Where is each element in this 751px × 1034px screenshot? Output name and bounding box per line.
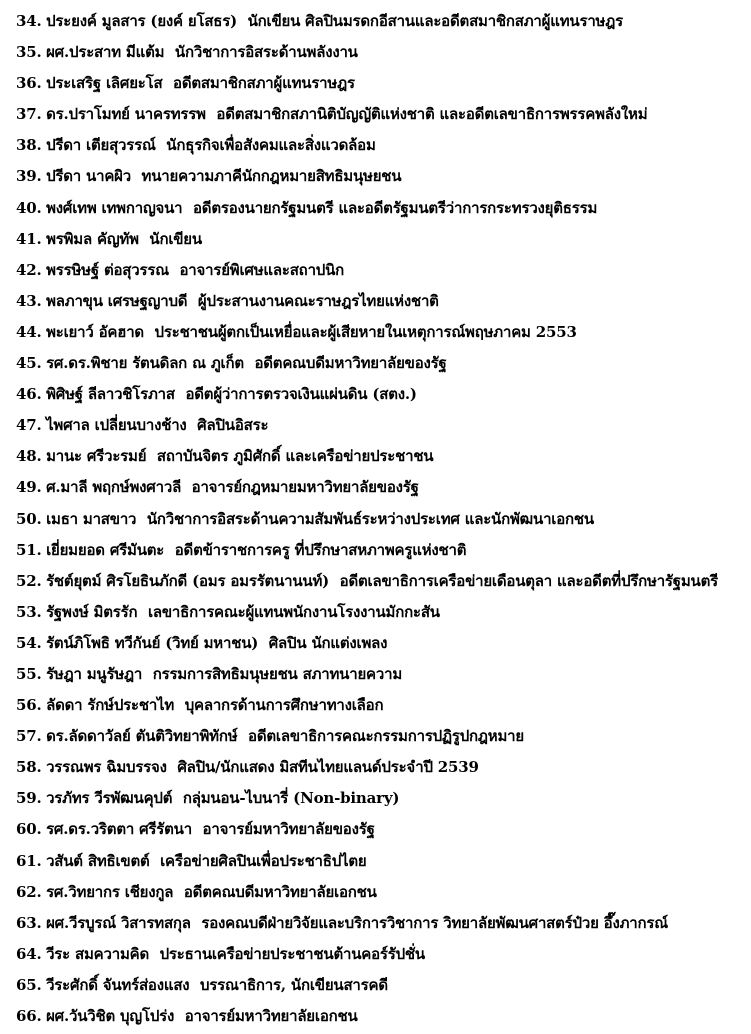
person-description: ประธานเครือข่ายประชาชนต้านคอร์รัปชั่น [159, 944, 425, 963]
person-name: ผศ.ประสาท มีแต้ม [46, 43, 165, 62]
item-number: 56. [16, 696, 42, 715]
person-description: อาจารย์พิเศษและสถาปนิก [179, 260, 345, 279]
list-item [16, 628, 751, 659]
person-name: เยี่ยมยอด ศรีมันตะ [46, 540, 165, 559]
list-item [16, 877, 751, 908]
list-item [16, 939, 751, 970]
person-description: นักวิชาการอิสระด้านพลังงาน [174, 43, 358, 62]
person-name: วสันต์ สิทธิเขตต์ [46, 851, 150, 870]
list-item [16, 224, 751, 255]
person-name: รศ.ดร.พิชาย รัตนดิลก ณ ภูเก็ต [46, 354, 244, 373]
person-name: ประเสริฐ เลิศยะโส [46, 74, 163, 93]
person-description: ศิลปิน นักแต่งเพลง [268, 633, 388, 652]
person-name: พะเยาว์ อัคฮาด [46, 322, 144, 341]
list-item [16, 535, 751, 566]
list-item [16, 348, 751, 379]
person-name: ปรีดา นาคผิว [46, 167, 131, 186]
list-item [16, 846, 751, 877]
item-number: 47. [16, 416, 42, 435]
person-description: กรรมการสิทธิมนุษยชน สภาทนายความ [152, 664, 403, 683]
person-name: ผศ.วันวิชิต บุญโปร่ง [46, 1007, 175, 1025]
list-item [16, 130, 751, 161]
item-number: 64. [16, 944, 42, 963]
item-number: 52. [16, 571, 42, 590]
person-description: เลขาธิการคณะผู้แทนพนักงานโรงงานมักกะสัน [147, 602, 440, 621]
list-item [16, 441, 751, 472]
list-item [16, 37, 751, 68]
item-number: 58. [16, 758, 42, 777]
person-name: ไพศาล เปลี่ยนบางช้าง [46, 416, 187, 435]
person-description: ประชาชนผู้ตกเป็นเหยื่อและผู้เสียหายในเหตุการณ์พฤษภาคม 2553 [154, 322, 577, 341]
person-description: อดีตเลขาธิการเครือข่ายเดือนตุลา และอดีตที่ปรึกษารัฐมนตรี [339, 571, 718, 590]
list-item [16, 597, 751, 628]
list-item [16, 286, 751, 317]
person-name: มานะ ศรีวะรมย์ [46, 447, 147, 466]
item-number: 63. [16, 913, 42, 932]
list-item [16, 193, 751, 224]
list-item [16, 690, 751, 721]
list-item [16, 721, 751, 752]
list-item [16, 472, 751, 503]
list-item [16, 317, 751, 348]
person-description: บรรณาธิการ, นักเขียนสารคดี [199, 975, 388, 994]
list-item [16, 161, 751, 192]
list-item [16, 752, 751, 783]
item-number: 40. [16, 198, 42, 217]
item-number: 42. [16, 260, 42, 279]
list-item [16, 6, 751, 37]
item-number: 57. [16, 727, 42, 746]
person-name: ปรีดา เตียสุวรรณ์ [46, 136, 156, 155]
item-number: 59. [16, 789, 42, 808]
person-description: อาจารย์มหาวิทยาลัยเอกชน [184, 1007, 358, 1025]
item-number: 51. [16, 540, 42, 559]
item-number: 35. [16, 43, 42, 62]
person-description: อดีตรองนายกรัฐมนตรี และอดีตรัฐมนตรีว่าการกระทรวงยุติธรรม [192, 198, 598, 217]
item-number: 53. [16, 602, 42, 621]
person-description: สถาบันจิตร ภูมิศักดิ์ และเครือข่ายประชาชน [156, 447, 434, 466]
person-description: อาจารย์กฎหมายมหาวิทยาลัยของรัฐ [191, 478, 419, 497]
list-item [16, 255, 751, 286]
person-name: วรภัทร วีรพัฒนคุปต์ [46, 789, 173, 808]
item-number: 62. [16, 882, 42, 901]
item-number: 45. [16, 354, 42, 373]
person-description: อดีตข้าราชการครู ที่ปรึกษาสหภาพครูแห่งชาติ [174, 540, 467, 559]
person-description: อดีตสมาชิกสภานิติบัญญัติแห่งชาติ และอดีตเลขาธิการพรรคพลังใหม่ [216, 105, 648, 124]
item-number: 48. [16, 447, 42, 466]
item-number: 38. [16, 136, 42, 155]
item-number: 60. [16, 820, 42, 839]
item-number: 39. [16, 167, 42, 186]
list-item [16, 814, 751, 845]
person-name: วรรณพร ฉิมบรรจง [46, 758, 167, 777]
person-name: พงศ์เทพ เทพกาญจนา [46, 198, 183, 217]
person-description: นักเขียน ศิลปินมรดกอีสานและอดีตสมาชิกสภาผู้แทนราษฎร [247, 12, 623, 30]
person-name: รัตน์ภิโพธิ ทวีกันย์ (วิทย์ มหาชน) [46, 633, 259, 652]
person-name: รัชต์ยุตม์ ศิรโยธินภักดี (อมร อมรรัตนานนท์) [46, 571, 330, 590]
person-description: นักธุรกิจเพื่อสังคมและสิ่งแวดล้อม [166, 136, 376, 155]
person-description: นักเขียน [149, 229, 202, 248]
item-number: 55. [16, 664, 42, 683]
item-number: 65. [16, 975, 42, 994]
item-number: 37. [16, 105, 42, 124]
person-name: วีระศักดิ์ จันทร์ส่องแสง [46, 975, 190, 994]
person-description: กลุ่มนอน-ไบนารี่ (Non-binary) [182, 789, 400, 808]
person-name: ลัดดา รักษ์ประชาไท [46, 696, 175, 715]
item-number: 66. [16, 1007, 42, 1025]
person-name: ผศ.วีรบูรณ์ วิสารทสกุล [46, 913, 191, 932]
person-description: อดีตเลขาธิการคณะกรรมการปฏิรูปกฎหมาย [248, 727, 524, 746]
person-name: พลภาขุน เศรษฐญาบดี [46, 291, 188, 310]
item-number: 50. [16, 509, 42, 528]
person-description: บุคลากรด้านการศึกษาทางเลือก [184, 696, 384, 715]
person-name: รัฐพงษ์ มิตรรัก [46, 602, 138, 621]
person-name: รศ.วิทยากร เชียงกูล [46, 882, 174, 901]
item-number: 46. [16, 385, 42, 404]
person-name: รัษฎา มนูรัษฎา [46, 664, 143, 683]
person-name: รศ.ดร.วริตตา ศรีรัตนา [46, 820, 192, 839]
person-name: ศ.มาลี พฤกษ์พงศาวลี [46, 478, 182, 497]
list-item [16, 970, 751, 1001]
person-name: พิศิษฐ์ ลีลาวชิโรภาส [46, 385, 175, 404]
item-number: 61. [16, 851, 42, 870]
item-number: 41. [16, 229, 42, 248]
item-number: 34. [16, 12, 42, 30]
person-name: ประยงค์ มูลสาร (ยงค์ ยโสธร) [46, 12, 237, 30]
person-name: ดร.ปราโมทย์ นาครทรรพ [46, 105, 206, 124]
list-item [16, 379, 751, 410]
person-description: ศิลปินอิสระ [197, 416, 269, 435]
item-number: 43. [16, 291, 42, 310]
item-number: 36. [16, 74, 42, 93]
person-description: ทนายความภาคีนักกฎหมายสิทธิมนุษยชน [141, 167, 402, 186]
list-item [16, 566, 751, 597]
person-description: ผู้ประสานงานคณะราษฎรไทยแห่งชาติ [197, 291, 439, 310]
list-item [16, 68, 751, 99]
list-item [16, 908, 751, 939]
list-item [16, 504, 751, 535]
list-item [16, 783, 751, 814]
person-description: อดีตผู้ว่าการตรวจเงินแผ่นดิน (สตง.) [185, 385, 417, 404]
person-description: ศิลปิน/นักแสดง มิสทีนไทยแลนด์ประจำปี 2539 [177, 758, 479, 777]
person-name: วีระ สมความคิด [46, 944, 150, 963]
person-description: อดีตคณบดีมหาวิทยาลัยของรัฐ [254, 354, 447, 373]
item-number: 44. [16, 322, 42, 341]
person-description: อดีตคณบดีมหาวิทยาลัยเอกชน [183, 882, 377, 901]
person-name: ดร.ลัดดาวัลย์ ตันติวิทยาพิทักษ์ [46, 727, 238, 746]
person-name: เมธา มาสขาว [46, 509, 137, 528]
list-item [16, 1001, 751, 1032]
list-item [16, 659, 751, 690]
item-number: 54. [16, 633, 42, 652]
list-item [16, 99, 751, 130]
signatory-list [16, 6, 751, 1032]
person-description: อาจารย์มหาวิทยาลัยของรัฐ [202, 820, 375, 839]
person-description: นักวิชาการอิสระด้านความสัมพันธ์ระหว่างประเทศ และนักพัฒนาเอกชน [146, 509, 594, 528]
person-description: รองคณบดีฝ่ายวิจัยและบริการวิชาการ วิทยาลัยพัฒนศาสตร์ป๋วย อึ๊งภากรณ์ [201, 913, 668, 932]
person-description: อดีตสมาชิกสภาผู้แทนราษฎร [173, 74, 355, 93]
person-name: พรรษิษฐ์ ต่อสุวรรณ [46, 260, 169, 279]
item-number: 49. [16, 478, 42, 497]
person-description: เครือข่ายศิลปินเพื่อประชาธิปไตย [160, 851, 367, 870]
person-name: พรพิมล คัญทัพ [46, 229, 139, 248]
list-item [16, 410, 751, 441]
